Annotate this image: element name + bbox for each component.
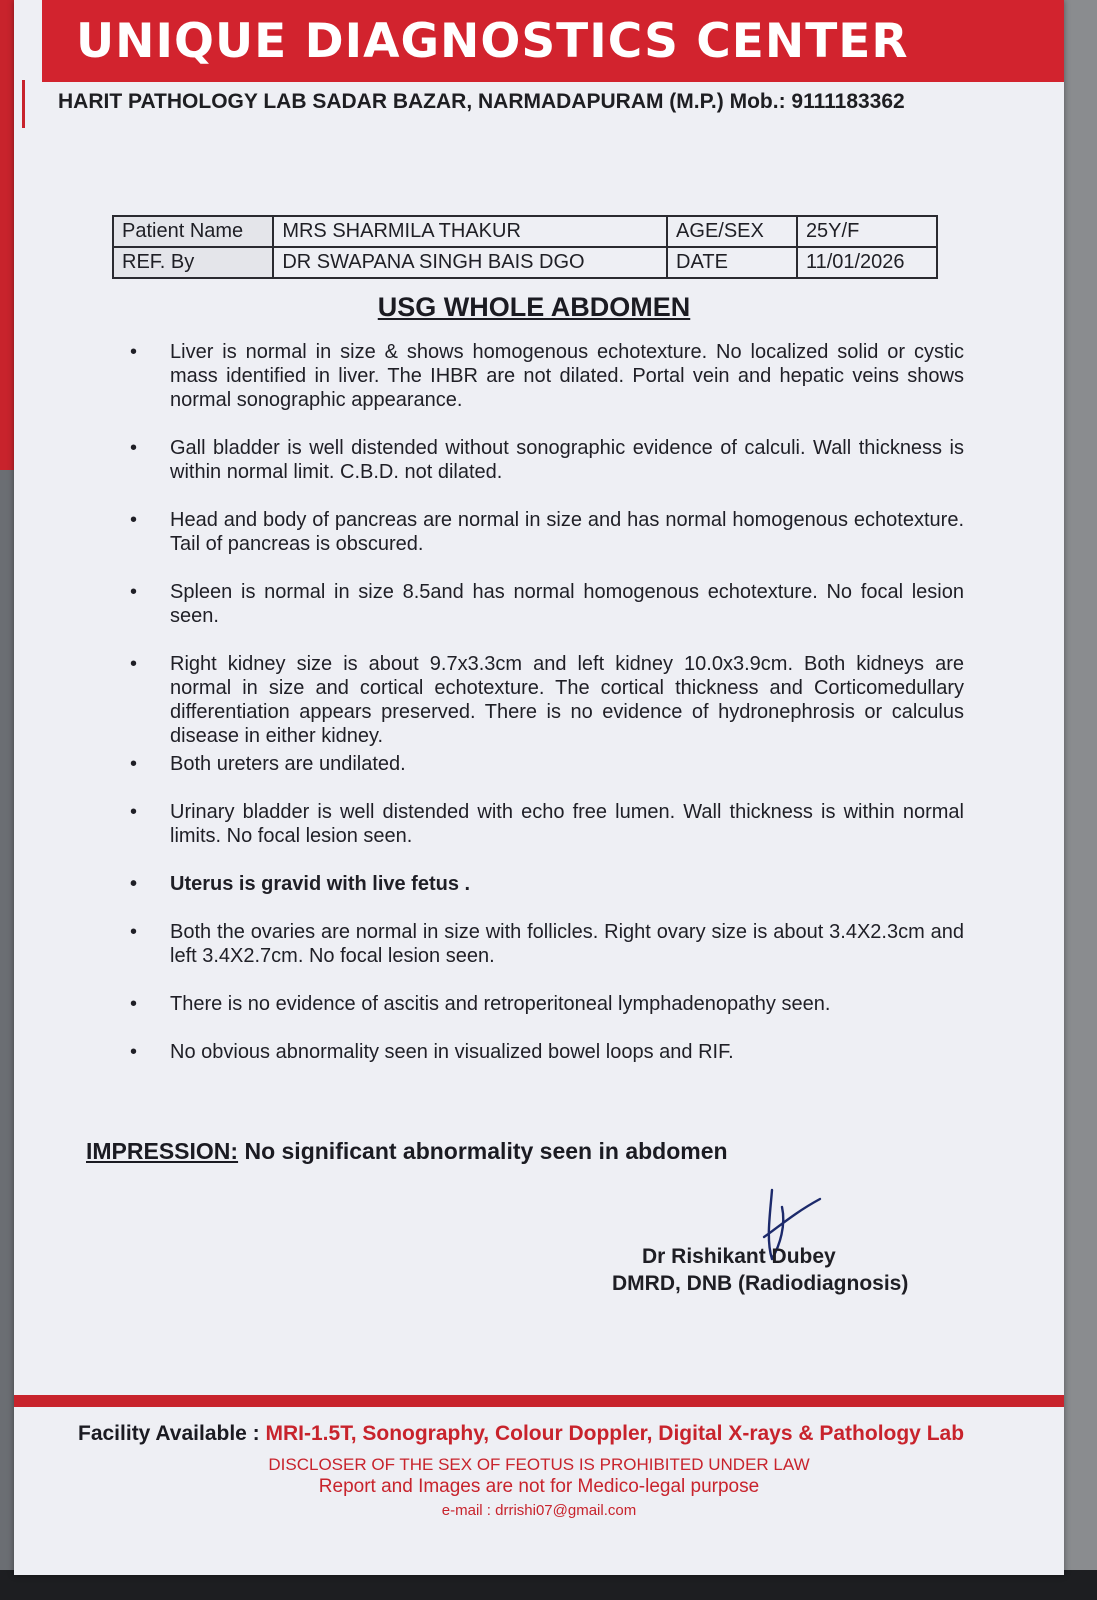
patient-name-value: MRS SHARMILA THAKUR <box>273 216 667 247</box>
age-sex-value: 25Y/F <box>797 216 937 247</box>
center-name: UNIQUE DIAGNOSTICS CENTER <box>76 14 909 69</box>
age-sex-label: AGE/SEX <box>667 216 797 247</box>
impression-text: No significant abnormality seen in abdomen <box>238 1138 728 1164</box>
facility-line <box>78 1422 1058 1446</box>
finding-spleen: • Spleen is normal in size 8.5and has normal homogenous echotexture. No focal lesion seen. <box>124 580 964 628</box>
facility-label: Facility Available : <box>78 1422 266 1445</box>
finding-gall-bladder: • Gall bladder is well distended without sonographic evidence of calculi. Wall thickness is within normal limit. C.B.D. not dilated. <box>124 436 964 484</box>
finding-ureters: • Both ureters are undilated. <box>124 752 964 776</box>
finding-liver: • Liver is normal in size & shows homogenous echotexture. No localized solid or cystic mass identified in liver. The IHBR are not dilated. Portal vein and hepatic veins shows normal sonographic appearance. <box>124 340 964 412</box>
left-margin-rule <box>22 80 25 128</box>
doctor-name: Dr Rishikant Dubey <box>642 1245 836 1268</box>
contact-email: e-mail : drrishi07@gmail.com <box>441 1502 637 1519</box>
impression <box>86 1138 986 1165</box>
facility-list: MRI-1.5T, Sonography, Colour Doppler, Digital X-rays & Pathology Lab <box>265 1422 965 1445</box>
date-label: DATE <box>667 247 797 278</box>
finding-pancreas: • Head and body of pancreas are normal in size and has normal homogenous echotexture. Tail of pancreas is obscured. <box>124 508 964 556</box>
finding-urinary-bladder: • Urinary bladder is well distended with echo free lumen. Wall thickness is within normal limits. No focal lesion seen. <box>124 800 964 848</box>
finding-bowel: • No obvious abnormality seen in visualized bowel loops and RIF. <box>124 1040 964 1064</box>
finding-uterus: • Uterus is gravid with live fetus . <box>124 872 964 896</box>
medico-legal-note: Report and Images are not for Medico-legal purpose <box>318 1476 760 1497</box>
findings-list <box>124 340 964 1064</box>
finding-kidneys: • Right kidney size is about 9.7x3.3cm and left kidney 10.0x3.9cm. Both kidneys are normal in size and cortical echotexture. The cortical thickness and Corticomedullary differentiation appears preserved. There is no evidence of hydronephrosis or calculus disease in either kidney. <box>124 652 964 748</box>
doctor-qualification: DMRD, DNB (Radiodiagnosis) <box>612 1272 909 1295</box>
date-value: 11/01/2026 <box>797 247 937 278</box>
patient-info-table <box>112 215 938 279</box>
ref-by-label: REF. By <box>113 247 273 278</box>
patient-name-label: Patient Name <box>113 216 273 247</box>
ref-by-value: DR SWAPANA SINGH BAIS DGO <box>273 247 667 278</box>
table-row <box>113 216 937 247</box>
lab-address: HARIT PATHOLOGY LAB SADAR BAZAR, NARMADAPURAM (M.P.) Mob.: 9111183362 <box>58 90 905 113</box>
footer-divider <box>14 1395 1064 1407</box>
sex-disclosure-disclaimer: DISCLOSER OF THE SEX OF FEOTUS IS PROHIBITED UNDER LAW <box>268 1455 810 1474</box>
report-title: USG WHOLE ABDOMEN <box>377 292 691 322</box>
finding-ovaries: • Both the ovaries are normal in size with follicles. Right ovary size is about 3.4X2.3cm and left 3.4X2.7cm. No focal lesion seen. <box>124 920 964 968</box>
report-sheet <box>14 0 1064 1575</box>
finding-ascitis: • There is no evidence of ascitis and retroperitoneal lymphadenopathy seen. <box>124 992 964 1016</box>
impression-label: IMPRESSION: <box>86 1138 239 1164</box>
table-row <box>113 247 937 278</box>
